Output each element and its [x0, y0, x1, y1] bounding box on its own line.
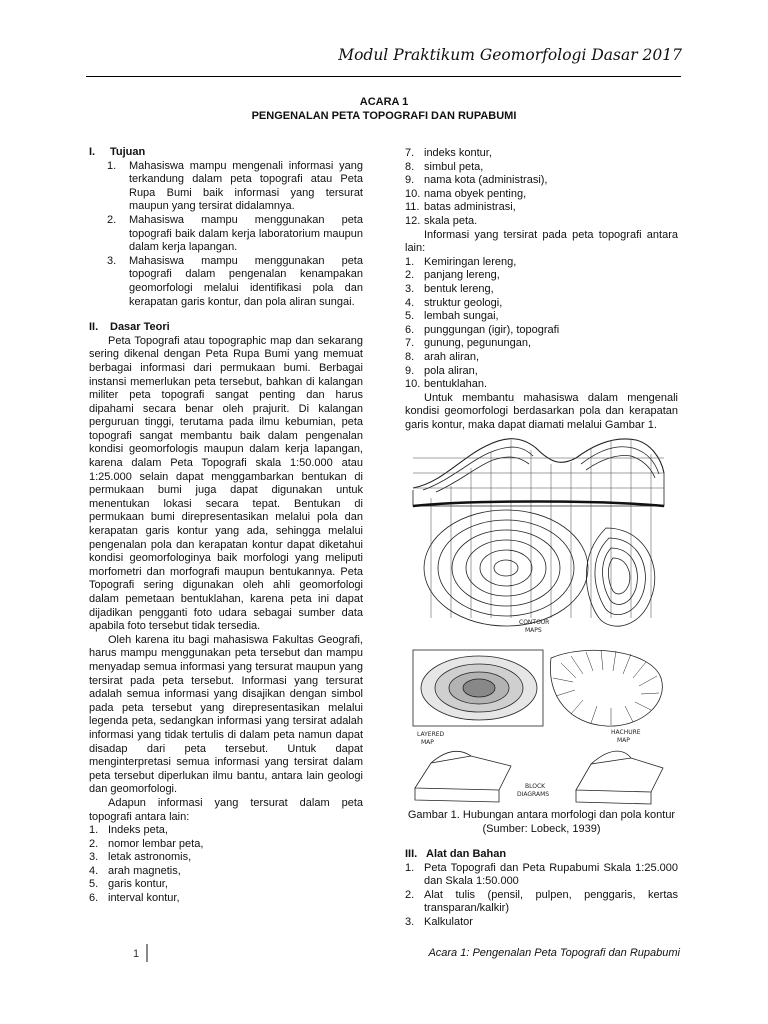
list-item [405, 256, 678, 270]
item-text: interval kontur, [108, 892, 180, 905]
list-item [405, 161, 678, 175]
item-text: nomor lembar peta, [108, 837, 204, 850]
item-number: 1. [107, 159, 117, 172]
section-2-heading [89, 321, 363, 335]
item-text: Mahasiswa mampu menggunakan peta topografi baik dalam kerja laboratorium maupun dalam kerja lapangan. [129, 213, 363, 254]
left-column [89, 146, 363, 906]
chapter-title: PENGENALAN PETA TOPOGRAFI DAN RUPABUMI [251, 110, 517, 122]
item-text: Mahasiswa mampu mengenali informasi yang terkandung dalam peta topografi atau Peta Rupa Bumi baik informasi yang tersurat maupun yang tersirat didalamnya. [129, 159, 363, 213]
list-item [405, 310, 678, 324]
running-header: Modul Praktikum Geomorfologi Dasar 2017 [338, 46, 682, 64]
section-number: III. [405, 848, 418, 860]
paragraph: Adapun informasi yang tersurat dalam peta topografi antara lain: [89, 796, 363, 823]
figure-caption: Gambar 1. Hubungan antara morfologi dan pola kontur (Sumber: Lobeck, 1939) [407, 809, 676, 835]
hill-block-diagram [413, 439, 664, 618]
contour-map-left [424, 510, 588, 626]
list-item [89, 865, 363, 879]
paragraph: Peta Topografi atau topographic map dan sekarang sering dikenal dengan Peta Rupa Bumi yang memuat berbagai informasi dari permukaan bumi. Berbagai instansi memerlukan peta tersebut, bahkan di kalangan militer peta topografi sangat penting dan harus dipahami secara benar oleh prajurit. Di kalangan perguruan tinggi, terutama pada ilmu kebumian, peta topografi sangat membantu baik dalam pengenalan kondisi geomorfologis maupun dalam kerja lapangan, karena dalam Peta Topografi skala 1:50.000 atau 1:25.000 selain dapat menggambarkan bentukan di permukaan bumi juga dapat digunakan untuk menentukan lokasi secara tepat. Bentukan di permukaan bumi direpresentasikan melalui pola dan kerapatan garis kontur yang ada, sehingga melalui pengenalan pola dan kerapatan kontur dapat diketahui kondisi geomorfologinya baik morfologi yang meliputi morfometri dan morfografi maupun bentukannya. Peta Topografi sering digunakan oleh ahli geomorfologi dalam pemetaan bentuklahan, karena peta ini dapat dijadikan pengganti foto udara sebagai sumber data apabila foto tersebut tidak tersedia. [89, 334, 363, 633]
item-text: arah magnetis, [108, 864, 181, 877]
item-number: 1. [89, 824, 99, 837]
layered-map [413, 650, 543, 726]
item-text: nama kota (administrasi), [424, 174, 548, 187]
tersurat-list-part2 [405, 147, 678, 229]
list-item [405, 889, 678, 916]
footer-divider [146, 944, 148, 962]
list-item [405, 862, 678, 889]
header-rule [86, 76, 681, 77]
item-text: arah aliran, [424, 350, 480, 363]
chapter-heading [0, 95, 768, 123]
item-text: Peta Topografi dan Peta Rupabumi Skala 1:25.000 dan Skala 1:50.000 [424, 861, 678, 888]
list-item [89, 255, 363, 309]
figure-label-hachure-map: MAP [617, 737, 630, 744]
figure-label-maps: MAPS [525, 627, 542, 634]
paragraph: Untuk membantu mahasiswa dalam mengenali kondisi geomorfologi berdasarkan pola dan kerapatan garis kontur, maka dapat diamati melalui Gambar 1. [405, 391, 678, 431]
list-item [405, 297, 678, 311]
item-text: punggungan (igir), topografi [424, 323, 560, 336]
list-item [89, 851, 363, 865]
list-item [405, 324, 678, 338]
section-3-heading [405, 848, 678, 862]
item-text: struktur geologi, [424, 296, 503, 309]
item-number: 11. [405, 201, 420, 214]
list-item [405, 188, 678, 202]
item-text: Kalkulator [424, 915, 473, 928]
item-text: garis kontur, [108, 878, 168, 891]
list-item [405, 201, 678, 215]
item-number: 3. [89, 851, 99, 864]
item-text: pola aliran, [424, 364, 478, 377]
chapter-label: ACARA 1 [359, 96, 409, 108]
item-number: 6. [89, 892, 99, 905]
item-number: 6. [405, 323, 415, 336]
list-item [405, 215, 678, 229]
item-text: skala peta. [424, 214, 478, 227]
section-3 [405, 848, 678, 930]
list-item [89, 214, 363, 255]
figure-label-layered-map: MAP [421, 739, 434, 746]
list-item [405, 351, 678, 365]
contour-map-right [586, 528, 654, 626]
item-number: 2. [89, 837, 99, 850]
section-title: Tujuan [110, 146, 146, 158]
section-title: Dasar Teori [110, 321, 170, 334]
item-number: 2. [405, 888, 415, 901]
item-number: 1. [405, 861, 415, 874]
item-number: 9. [405, 364, 415, 377]
item-number: 1. [405, 255, 415, 268]
item-text: indeks kontur, [424, 147, 492, 159]
list-item [405, 365, 678, 379]
item-number: 10. [405, 378, 421, 391]
figure-1-illustration [411, 428, 666, 806]
item-text: Alat tulis (pensil, pulpen, penggaris, kertas transparan/kalkir) [424, 888, 678, 915]
section-number: II. [89, 321, 99, 334]
item-number: 5. [405, 310, 415, 323]
item-text: Mahasiswa mampu menggunakan peta topografi dalam pengenalan kenampakan geomorfologi melalui identifikasi pola dan kerapatan garis kontur, dan pola aliran sungai. [129, 254, 363, 308]
section-number: I. [89, 146, 96, 158]
item-text: bentuklahan. [424, 378, 487, 391]
paragraph: Informasi yang tersirat pada peta topografi antara lain: [405, 228, 678, 255]
list-item [405, 147, 678, 161]
figure-label-layered: LAYERED [417, 731, 445, 738]
item-text: batas administrasi, [424, 201, 516, 214]
list-item [405, 269, 678, 283]
list-item [89, 878, 363, 892]
item-text: gunung, pegunungan, [424, 337, 532, 350]
item-text: simbul peta, [424, 160, 484, 173]
figure-label-block: BLOCK [525, 783, 546, 790]
tujuan-list [89, 160, 363, 310]
item-text: nama obyek penting, [424, 187, 527, 200]
item-text: Kemiringan lereng, [424, 255, 517, 268]
item-number: 7. [405, 147, 415, 159]
item-text: lembah sungai, [424, 310, 499, 323]
alat-list [405, 862, 678, 930]
item-number: 8. [405, 350, 415, 363]
tersirat-list [405, 256, 678, 392]
section-1-heading [89, 146, 363, 160]
list-item [89, 160, 363, 214]
item-number: 2. [107, 213, 117, 226]
figure-label-contour: CONTOUR [519, 619, 550, 626]
list-item [405, 378, 678, 392]
section-title: Alat dan Bahan [426, 848, 507, 860]
running-footer: Acara 1: Pengenalan Peta Topografi dan Rupabumi [428, 947, 680, 959]
item-number: 5. [89, 878, 99, 891]
figure-label-hachure: HACHURE [611, 729, 641, 736]
item-number: 12. [405, 214, 421, 227]
hachure-map [550, 650, 662, 726]
item-number: 4. [89, 864, 99, 877]
list-item [89, 892, 363, 906]
figure-label-diagrams: DIAGRAMS [517, 791, 550, 798]
list-item [405, 916, 678, 930]
item-text: bentuk lereng, [424, 282, 494, 295]
list-item [405, 174, 678, 188]
item-text: panjang lereng, [424, 269, 500, 282]
item-number: 7. [405, 337, 415, 350]
list-item [405, 337, 678, 351]
page-number: 1 [132, 948, 140, 960]
item-number: 4. [405, 296, 415, 309]
list-item [89, 824, 363, 838]
list-item [405, 283, 678, 297]
tersurat-list-part1 [89, 824, 363, 906]
item-number: 2. [405, 269, 415, 282]
item-text: Indeks peta, [108, 824, 168, 837]
item-number: 8. [405, 160, 415, 173]
item-number: 10. [405, 187, 421, 200]
item-text: letak astronomis, [108, 851, 192, 864]
item-number: 9. [405, 174, 415, 187]
list-item [89, 838, 363, 852]
item-number: 3. [405, 282, 415, 295]
right-column [405, 147, 678, 432]
item-number: 3. [107, 254, 117, 267]
paragraph: Oleh karena itu bagi mahasiswa Fakultas Geografi, harus mampu menggunakan peta tersebut dan mampu menyadap semua informasi yang tersurat maupun yang tersirat pada peta tersebut. Informasi yang tersurat adalah semua informasi yang disajikan dengan simbol pada peta tersebut yang direpresentasikan melalui legenda peta, sedangkan informasi yang tersirat adalah informasi yang tidak tertulis di dalam peta namun dapat disadap dari peta tersebut. Untuk dapat menginterpretasi semua informasi yang tersirat dalam peta tersebut diperlukan ilmu bantu, antara lain geologi dan geomorfologi. [89, 633, 363, 796]
item-number: 3. [405, 915, 415, 928]
